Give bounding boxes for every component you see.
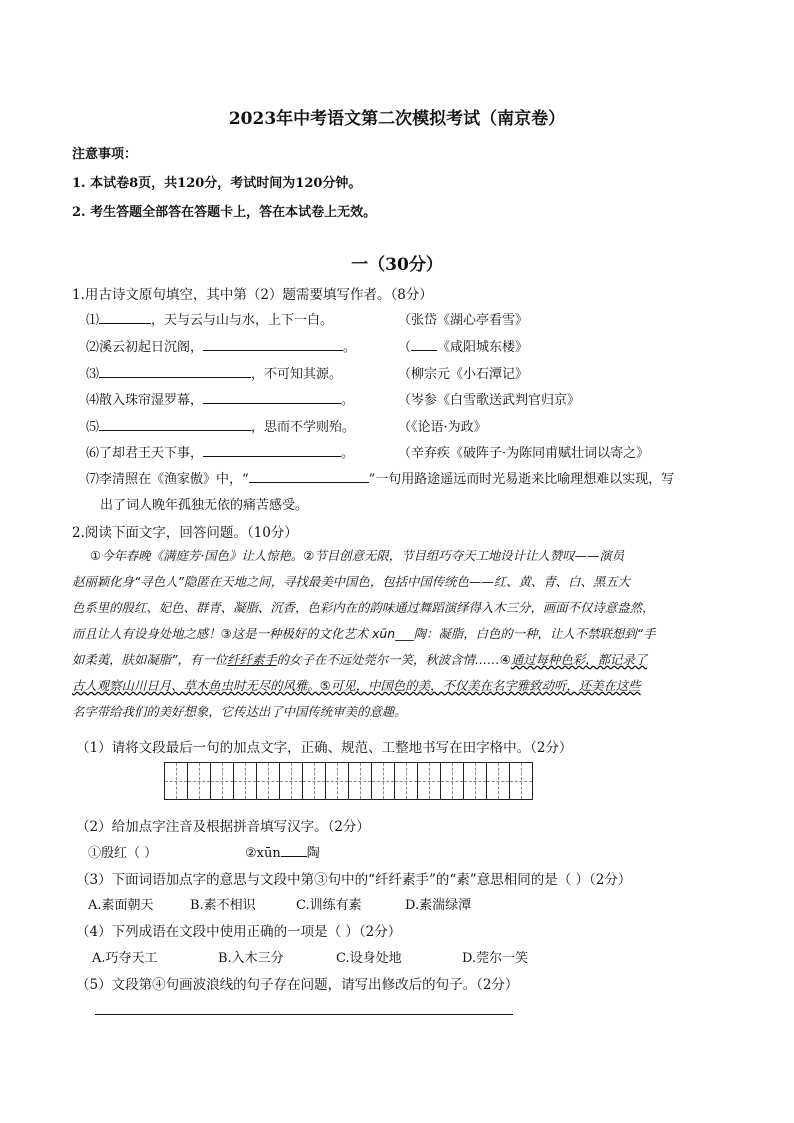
answer-blank[interactable]: [281, 842, 307, 857]
q1-item-5: [86, 416, 355, 435]
q2-sub-3-opt-b[interactable]: B.素不相识: [190, 898, 256, 913]
q1-item-4-source: （岑参《白雪歌送武判官归京》: [398, 393, 581, 408]
grid-cell[interactable]: [279, 762, 303, 800]
q1-item-2-text: ⑵溪云初起日沉阁，: [86, 340, 204, 355]
q2-sub-1: （1）请将文段最后一句的加点文字，正确、规范、工整地书写在田字格中。（2分）: [76, 740, 573, 756]
answer-line[interactable]: [95, 1014, 513, 1015]
source-title: 《咸阳城东楼》: [437, 340, 529, 355]
q2-sub-2: （2）给加点字注音及根据拼音填写汉字。（2分）: [76, 819, 370, 835]
pinyin: ②xūn: [245, 846, 281, 861]
q2-sub-5: （5）文段第④句画波浪线的句子存在问题，请写出修改后的句子。（2分）: [76, 977, 519, 993]
q2-sub-4: （4）下列成语在文段中使用正确的一项是（ ）（2分）: [76, 924, 402, 940]
q1-prompt: 1.用古诗文原句填空，其中第（2）题需要填写作者。（8分）: [72, 287, 433, 303]
q1-item-7-text-2: ”一句用路途遥远而时光易逝来比喻理想难以实现，写: [368, 472, 675, 487]
q2-prompt: 2.阅读下面文字，回答问题。（10分）: [72, 525, 298, 541]
passage-line: ①今年春晚《满庭芳·国色》让人惊艳。②节目创意无限，节目组巧夺天工地设计让人赞叹——演员: [90, 548, 625, 563]
q1-item-3-text: ，不可知其源。: [251, 367, 343, 382]
grid-cell[interactable]: [256, 762, 280, 800]
answer-blank[interactable]: [99, 416, 251, 431]
section-heading: 一（30分）: [351, 255, 443, 275]
q1-item-2-end: 。: [343, 340, 357, 355]
q1-item-7: [86, 468, 674, 487]
q1-item-6-source: （辛弃疾《破阵子·为陈同甫赋壮词以寄之》: [398, 446, 650, 461]
q1-item-3-num: ⑶: [86, 367, 100, 382]
notice-item-1: 1. 本试卷8页，共120分，考试时间为120分钟。: [72, 176, 362, 191]
passage-line: 赵丽颖化身“寻色人”隐匿在天地之间，寻找最美中国色，包括中国传统色——红、黄、青、白、黑五大: [72, 574, 631, 589]
q2-sub-2-a: ①殷红（ ）: [88, 846, 158, 861]
q1-item-1-source: （张岱《湖心亭看雪》: [398, 313, 529, 328]
passage-text: 如柔荑，肤如凝脂”，有一位: [72, 652, 228, 667]
grid-cell[interactable]: [325, 762, 349, 800]
passage-line: 而且让人有设身处地之感！③这是一种极好的文化艺术 xūn___陶：凝脂，白色的一种，让人不禁联想到“手: [72, 626, 656, 641]
author-blank[interactable]: [411, 336, 437, 351]
q1-item-4: [86, 389, 354, 408]
q2-sub-4-opt-b[interactable]: B.入木三分: [218, 951, 284, 966]
q1-item-2: [86, 336, 356, 355]
q2-sub-3-opt-a[interactable]: A.素面朝天: [88, 898, 154, 913]
answer-blank[interactable]: [99, 309, 151, 324]
q1-item-7-text: ⑺李清照在《渔家傲》中，“: [86, 472, 249, 487]
passage-text: 古人观察山川日月、草木鱼虫时无尽的风雅。⑤可见，中国色的美，不仅美在名字雅致动听，还美在这些: [72, 678, 641, 693]
answer-blank[interactable]: [203, 442, 341, 457]
notice-item-2: 2. 考生答题全部答在答题卡上，答在本试卷上无效。: [72, 205, 377, 220]
answer-blank[interactable]: [203, 389, 341, 404]
q1-item-1-num: ⑴: [86, 313, 100, 328]
q1-item-1: [86, 309, 333, 328]
q1-item-5-text: ，思而不学则殆。: [251, 420, 356, 435]
passage-line: 名字带给我们的美好想象，它传达出了中国传统审美的意趣。: [72, 704, 407, 719]
passage-line: [72, 673, 726, 699]
q2-sub-3-opt-c[interactable]: C.训练有素: [296, 898, 362, 913]
grid-cell[interactable]: [187, 762, 211, 800]
page-title: 2023年中考语文第二次模拟考试（南京卷）: [228, 109, 566, 129]
q1-item-4-text: ⑷散入珠帘湿罗幕，: [86, 393, 204, 408]
answer-blank[interactable]: [203, 336, 343, 351]
q2-sub-4-opt-a[interactable]: A.巧夺天工: [92, 951, 158, 966]
wavy-sentence: 通过每种色彩，都记录了: [510, 652, 648, 667]
q1-item-6-text: ⑹了却君王天下事，: [86, 446, 204, 461]
passage-line: 色系里的殷红、妃色、群青、凝脂、沉香，色彩内在的韵味通过舞蹈演绎得入木三分，画面不仅诗意盎然，: [72, 600, 655, 615]
grid-cell[interactable]: [394, 762, 418, 800]
q1-item-1-text: ，天与云与山与水，上下一白。: [151, 313, 334, 328]
q1-item-4-end: 。: [341, 393, 355, 408]
q2-sub-3-opt-d[interactable]: D.素湍绿潭: [405, 898, 472, 913]
grid-cell[interactable]: [417, 762, 441, 800]
q1-item-2-source: [398, 336, 528, 355]
grid-cell[interactable]: [509, 762, 533, 800]
q1-item-5-source: （《论语·为政》: [398, 420, 487, 435]
grid-cell[interactable]: [164, 762, 188, 800]
grid-cell[interactable]: [348, 762, 372, 800]
q1-item-6-end: 。: [341, 446, 355, 461]
q1-item-6: [86, 442, 354, 461]
q2-sub-2-b: [245, 842, 320, 861]
grid-cell[interactable]: [486, 762, 510, 800]
q2-sub-4-opt-d[interactable]: D.莞尔一笑: [462, 951, 529, 966]
notice-heading: 注意事项：: [72, 147, 138, 162]
underlined-word: 纤纤素手: [227, 652, 277, 667]
answer-blank[interactable]: [99, 363, 251, 378]
q1-item-3: [86, 363, 342, 382]
q1-item-5-num: ⑸: [86, 420, 100, 435]
passage-line: [72, 647, 726, 673]
grid-cell[interactable]: [233, 762, 257, 800]
reading-passage: [72, 543, 726, 725]
q2-sub-4-opt-c[interactable]: C.设身处地: [336, 951, 402, 966]
answer-blank[interactable]: [249, 468, 369, 483]
grid-cell[interactable]: [302, 762, 326, 800]
grid-cell[interactable]: [440, 762, 464, 800]
grid-cell[interactable]: [463, 762, 487, 800]
paren-open: （: [398, 340, 412, 355]
q1-item-3-source: （柳宗元《小石潭记》: [398, 367, 529, 382]
q2-sub-3: （3）下面词语加点字的意思与文段中第③句中的“纤纤素手”的“素”意思相同的是（ ）（2分）: [76, 872, 632, 888]
passage-text: 的女子在不远处莞尔一笑，秋波含情……④: [276, 652, 511, 667]
tianzige-grid[interactable]: [164, 762, 532, 800]
grid-cell[interactable]: [210, 762, 234, 800]
grid-cell[interactable]: [371, 762, 395, 800]
char-tao: 陶: [306, 846, 320, 861]
q1-item-7-cont: 出了词人晚年孤独无依的痛苦感受。: [100, 498, 309, 513]
